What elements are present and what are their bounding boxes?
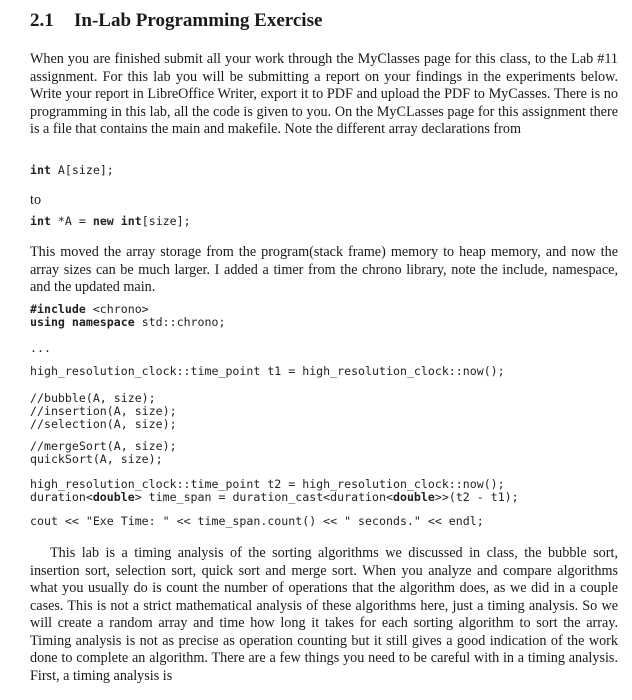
- timing-paragraph: This lab is a timing analysis of the sorting algorithms we discussed in class, the bubble sort, insertion sort, selection sort, quick sort and merge sort. When you analyze and compare algorithms what you usually do is count the number of operations that the algorithm does, as we did in a couple cases. This is not a strict mathematical analysis of these algorithms here, just a timing analysis. So we will create a random array and time how long it takes for each sorting algorithm to sort the array. Timing analysis is not as precise as operation counting but it still gives a good indication of the work done to complete an algorithm. There are a few things you need to be careful with in a timing analysis. First, a timing analysis is: [30, 545, 618, 684]
- intro-paragraph: When you are finished submit all your work through the MyClasses page for this class, to the Lab #11 assignment. For this lab you will be submitting a report on your findings in the experiments below. Write your report in LibreOffice Writer, export it to PDF and upload the PDF to MyCasses. There is no programming in this lab, all the code is given to you. On the MyCLasses page for this assignment there is a file that contains the main and makefile. Note the different array declarations from: [30, 51, 618, 137]
- code-comment-insertion: //insertion(A, size);: [30, 404, 177, 418]
- code-quicksort-call: quickSort(A, size);: [30, 452, 163, 466]
- code-timer-end: high_resolution_clock::time_point t2 = high_resolution_clock::now();: [30, 477, 505, 491]
- code-duration-line: duration<double> time_span = duration_cast<duration<double>>(t2 - t1);: [30, 490, 519, 504]
- code-comment-merge: //mergeSort(A, size);: [30, 439, 177, 453]
- moved-paragraph: This moved the array storage from the program(stack frame) memory to heap memory, and now the array sizes can be much larger. I added a timer from the chrono library, note the include, namespace, and the updated main.: [30, 244, 618, 295]
- section-title: In-Lab Programming Exercise: [74, 10, 323, 31]
- code-include-line: #include <chrono>: [30, 302, 149, 316]
- code-comment-bubble: //bubble(A, size);: [30, 391, 156, 405]
- code-using-line: using namespace std::chrono;: [30, 315, 226, 329]
- section-heading: [30, 10, 322, 32]
- code-timer-start: high_resolution_clock::time_point t1 = high_resolution_clock::now();: [30, 364, 505, 378]
- code-heap-declaration: int *A = new int[size];: [30, 214, 191, 228]
- code-cout-line: cout << "Exe Time: " << time_span.count() << " seconds." << endl;: [30, 514, 484, 528]
- to-text: to: [30, 192, 42, 208]
- code-array-declaration: int A[size];: [30, 163, 114, 177]
- code-comment-selection: //selection(A, size);: [30, 417, 177, 431]
- section-number: 2.1: [30, 10, 54, 31]
- code-ellipsis: ...: [30, 341, 51, 355]
